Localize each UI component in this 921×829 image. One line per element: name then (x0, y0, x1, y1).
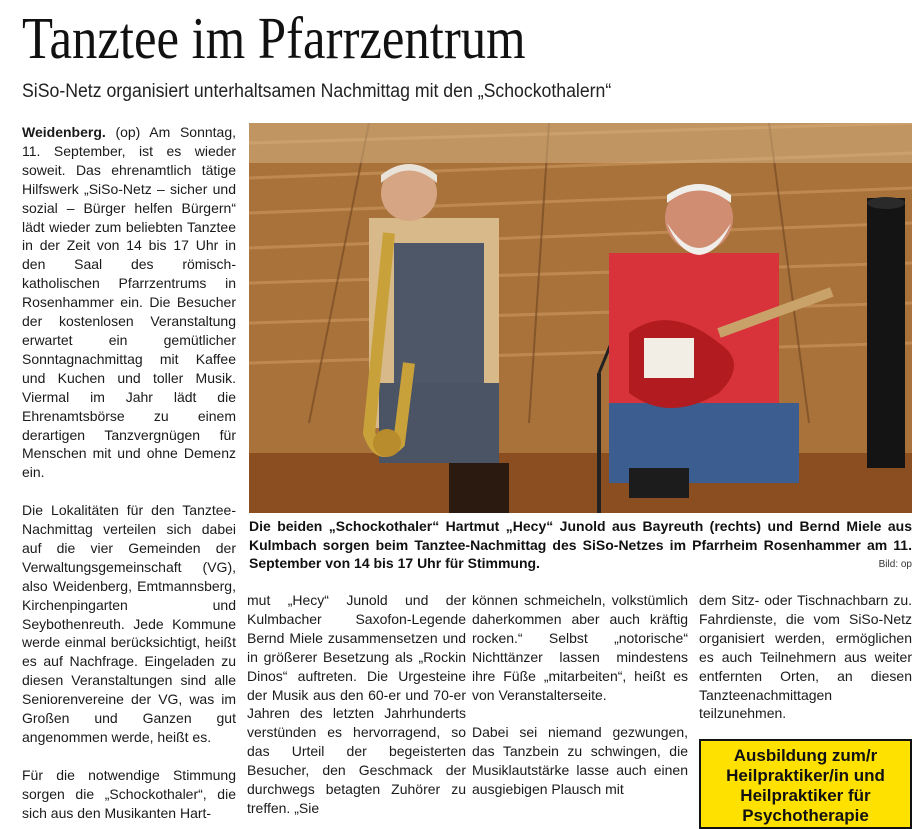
article-column-3 (472, 591, 688, 799)
article-paragraph: Für die notwendige Stimmung sorgen die „Schockothaler“, die sich aus den Musikanten Hart- (22, 766, 236, 821)
subheadline: SiSo-Netz organisiert unterhaltsamen Nachmittag mit den „Schockothalern“ (22, 81, 612, 102)
article-paragraph: dem Sitz- oder Tischnachbarn zu. Fahrdienste, die vom SiSo-Netz organisiert werden, ermöglichen es auch Teilnehmern aus weiter entfernten Orten, an diesen Tanzteenachmittagen teilzunehmen. (699, 592, 912, 722)
photo-caption: Die beiden „Schockothaler“ Hartmut „Hecy“ Junold aus Bayreuth (rechts) und Bernd Miele aus Kulmbach sorgen beim Tanztee-Nachmittag des SiSo-Netzes im Pfarrheim Rosenhammer am 11. September von 14 bis 17 Uhr für Stimmung. (249, 518, 912, 571)
photo-credit: Bild: op (878, 559, 912, 570)
band-photo (249, 123, 912, 513)
article-paragraph: können schmeicheln, volkstümlich daherkommen aber auch kräftig rocken.“ Selbst „notorische“ Nichttänzer lassen mindestens ihre Füße „mitarbeiten“, heißt es von Veranstalterseite. (472, 592, 688, 703)
article-column-1 (22, 123, 236, 823)
article-paragraph: mut „Hecy“ Junold und der Kulmbacher Saxofon-Legende Bernd Miele zusammensetzen und in größerer Besetzung als „Rockin Dinos“ auftreten. Die Urgesteine der Musik aus den 60-er und 70-er Jahren des letzten Jahrhunderts verstünden es hervorragend, so das Urteil der begeisterten Besucher, den Geschmack der durchwegs betagten Zuhörer zu treffen. „Sie (247, 592, 466, 816)
article-paragraph: Die Lokalitäten für den Tanztee-Nachmittag verteilen sich dabei auf die vier Gemeinden der Verwaltungsgemeinschaft (VG), also Weidenberg, Emtmannsberg, Kirchenpingarten und Seybothenreuth. Jede Kommune werde einmal berücksichtigt, heißt es auf Nachfrage. Eingeladen zu diesen Veranstaltungen sind alle Seniorenvereine der VG, was im Großen und Ganzen gut angenommen werde, heißt es. (22, 502, 236, 745)
headline: Tanztee im Pfarrzentrum (22, 5, 526, 71)
ad-text: Ausbildung zum/r Heilpraktiker/in und Heilpraktiker für Psychotherapie (726, 746, 885, 825)
article-column-4 (699, 591, 912, 723)
article-paragraph (22, 123, 236, 482)
article-column-2 (247, 591, 466, 818)
dateline: Weidenberg. (22, 124, 106, 140)
article-paragraph: Dabei sei niemand gezwungen, das Tanzbein zu schwingen, die Musiklautstärke lasse auch einen ausgiebigen Plausch mit (472, 724, 688, 798)
ad-box[interactable] (699, 739, 912, 829)
paragraph-text: (op) Am Sonntag, 11. September, ist es wieder soweit. Das ehrenamtlich tätige Hilfswerk „SiSo-Netz – sicher und sozial – Bürger helfen Bürgern“ lädt wieder zum beliebten Tanztee in der Zeit von 14 bis 17 Uhr in den Saal des römisch-katholischen Pfarrzentrums in Rosenhammer ein. Die Besucher der kostenlosen Veranstaltung erwartet ein gemütlicher Sonntagnachmittag mit Kaffee und Kuchen und toller Musik. Viermal im Jahr lädt die Ehrenamtsbörse zu einem derartigen Tanzvergnügen für Menschen mit und ohne Demenz ein. (22, 124, 236, 481)
